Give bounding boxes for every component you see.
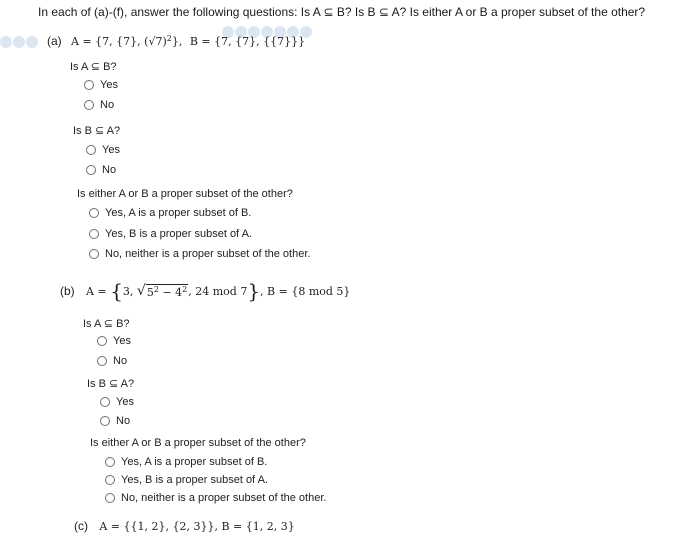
part-a-label: (a)	[47, 34, 62, 48]
part-b-q2: Is B ⊆ A?	[87, 378, 135, 390]
part-b-q1-no-option[interactable]	[97, 355, 127, 367]
minus-sign: −	[162, 286, 172, 299]
part-b-q1-yes-option[interactable]	[97, 335, 131, 347]
radio-button[interactable]	[105, 475, 115, 485]
option-label: Yes	[113, 335, 131, 347]
option-label: No	[113, 355, 128, 367]
part-a-q1-yes-option[interactable]	[84, 79, 118, 91]
part-a-A-exponent: 2	[166, 34, 172, 43]
part-b-q3: Is either A or B a proper subset of the other?	[90, 437, 306, 449]
option-label: Yes	[100, 79, 118, 91]
part-b-item1: 3,	[122, 285, 134, 298]
radio-button[interactable]	[86, 165, 96, 175]
part-a-A-prefix: A = {7, {7}, (√7)	[71, 35, 167, 48]
part-b-item3: , 24 mod 7	[188, 285, 248, 298]
radicand	[146, 284, 188, 300]
part-b-q3-b-proper-option[interactable]	[105, 474, 268, 486]
part-b-square-root	[137, 284, 188, 300]
radical-sign: √	[136, 283, 146, 299]
part-b-label: (b)	[60, 284, 75, 298]
radicand-b-exponent: 2	[182, 285, 188, 294]
option-label: No, neither is a proper subset of the other.	[121, 492, 327, 504]
option-label: Yes, B is a proper subset of A.	[121, 474, 268, 486]
part-b-header	[60, 281, 350, 301]
part-b-open-brace: {	[110, 279, 123, 303]
radio-button[interactable]	[86, 145, 96, 155]
radio-button[interactable]	[97, 356, 107, 366]
part-c-label: (c)	[74, 519, 88, 533]
part-a-header	[47, 34, 305, 48]
part-c-header	[74, 519, 295, 533]
instructions-text: In each of (a)-(f), answer the following questions: Is A ⊆ B? Is B ⊆ A? Is either A or B a proper subset of the other?	[38, 5, 646, 19]
part-a-q2: Is B ⊆ A?	[73, 125, 121, 137]
radicand-a-exponent: 2	[153, 285, 159, 294]
option-label: No, neither is a proper subset of the other.	[105, 248, 311, 260]
part-a-q3-b-proper-option[interactable]	[89, 228, 252, 240]
part-b-q2-no-option[interactable]	[100, 415, 130, 427]
radio-button[interactable]	[100, 397, 110, 407]
part-a-q2-no-option[interactable]	[86, 164, 116, 176]
option-label: Yes, A is a proper subset of B.	[105, 207, 252, 219]
part-a-q2-yes-option[interactable]	[86, 144, 120, 156]
part-b-close-brace: }	[247, 279, 261, 303]
option-label: Yes	[102, 144, 120, 156]
option-label: Yes, A is a proper subset of B.	[121, 456, 268, 468]
part-a-q1-no-option[interactable]	[84, 99, 114, 111]
radio-button[interactable]	[89, 208, 99, 218]
radio-button[interactable]	[97, 336, 107, 346]
option-label: No	[116, 415, 131, 427]
part-a-set-B: B = {7, {7}, {{7}}}	[189, 35, 306, 48]
option-label: No	[100, 99, 115, 111]
option-label: No	[102, 164, 117, 176]
part-a-q3-a-proper-option[interactable]	[89, 207, 251, 219]
part-b-q1: Is A ⊆ B?	[83, 318, 130, 330]
radicand-a: 5	[146, 286, 154, 299]
radio-button[interactable]	[105, 457, 115, 467]
part-a-q1: Is A ⊆ B?	[70, 61, 117, 73]
part-b-q3-neither-option[interactable]	[105, 492, 326, 504]
radio-button[interactable]	[89, 229, 99, 239]
part-b-set-A	[86, 279, 351, 303]
part-b-A-prefix: A =	[86, 285, 107, 298]
radio-button[interactable]	[84, 80, 94, 90]
part-a-set-A	[71, 35, 186, 48]
part-b-q3-a-proper-option[interactable]	[105, 456, 267, 468]
option-label: Yes	[116, 396, 134, 408]
radio-button[interactable]	[89, 249, 99, 259]
part-a-q3-neither-option[interactable]	[89, 248, 310, 260]
part-a-A-suffix: },	[171, 35, 183, 48]
part-b-q2-yes-option[interactable]	[100, 396, 134, 408]
radio-button[interactable]	[100, 416, 110, 426]
radicand-b: 4	[175, 286, 183, 299]
option-label: Yes, B is a proper subset of A.	[105, 228, 252, 240]
part-a-q3: Is either A or B a proper subset of the other?	[77, 188, 293, 200]
part-c-sets: A = {{1, 2}, {2, 3}}, B = {1, 2, 3}	[99, 520, 295, 533]
radio-button[interactable]	[84, 100, 94, 110]
part-b-set-B: , B = {8 mod 5}	[260, 285, 351, 298]
decorative-dots-left	[0, 36, 38, 48]
radio-button[interactable]	[105, 493, 115, 503]
